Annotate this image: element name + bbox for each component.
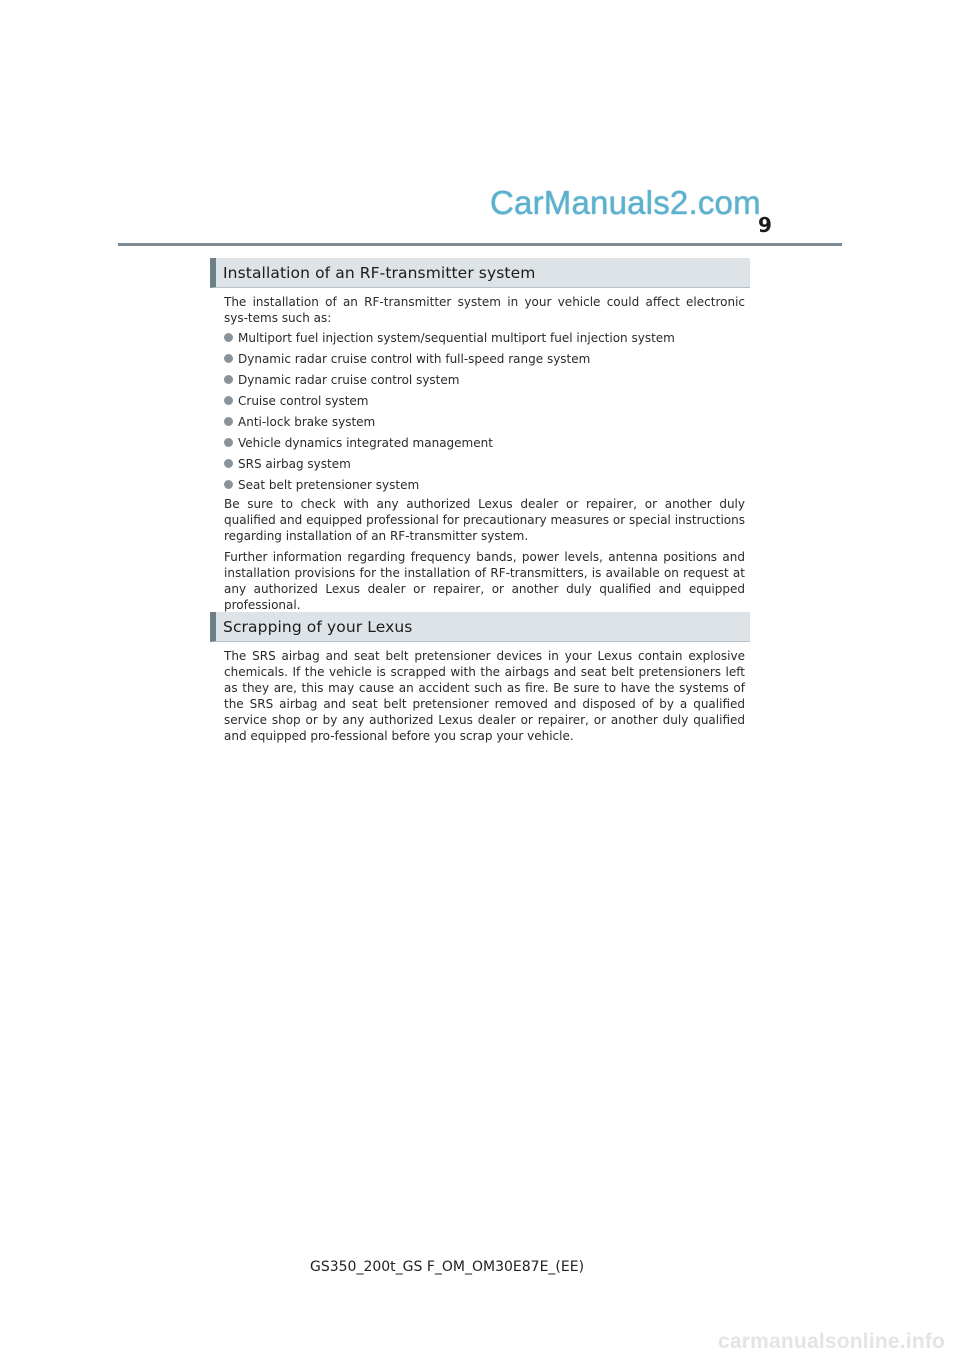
bullet-icon [224,480,233,489]
list-item: Multiport fuel injection system/sequential multiport fuel injection system [224,327,750,348]
bullet-icon [224,417,233,426]
intro-paragraph: The installation of an RF-transmitter system in your vehicle could affect electronic sys-tems such as: [224,295,745,325]
further-info-paragraph: Further information regarding frequency bands, power levels, antenna positions and installation provisions for the installation of RF-transmitters, is available on request at any authorized Lexus dealer or repairer, or another duly qualified and equipped professional. [224,550,745,612]
affected-systems-list [210,327,750,495]
section-scrapping [210,612,750,744]
list-item: Dynamic radar cruise control with full-speed range system [224,348,750,369]
bullet-icon [224,396,233,405]
section-header [210,258,750,288]
section-title: Scrapping of your Lexus [223,617,413,636]
watermark-logo-top: CarManuals2.com [490,184,761,221]
footer-document-code: GS350_200t_GS F_OM_OM30E87E_(EE) [310,1259,585,1275]
watermark-logo-bottom: carmanualsonline.info [718,1330,946,1353]
section-title: Installation of an RF-transmitter system [223,263,536,282]
bullet-icon [224,459,233,468]
section-rf-transmitter [210,258,750,613]
list-item: Dynamic radar cruise control system [224,369,750,390]
bullet-icon [224,438,233,447]
scrapping-paragraph: The SRS airbag and seat belt pretensioner devices in your Lexus contain explosive chemicals. If the vehicle is scrapped with the airbags and seat belt pretensioners left as they are, this may cause an accident such as fire. Be sure to have the systems of the SRS airbag and seat belt pretensioner removed and disposed of by a qualified service shop or by any authorized Lexus dealer or repairer, or another duly qualified and equipped pro-fessional before you scrap your vehicle. [224,649,745,743]
page-number: 9 [758,213,772,237]
list-item: Seat belt pretensioner system [224,474,750,495]
bullet-icon [224,354,233,363]
list-item: SRS airbag system [224,453,750,474]
list-item: Vehicle dynamics integrated management [224,432,750,453]
dealer-check-paragraph: Be sure to check with any authorized Lexus dealer or repairer, or another duly qualified and equipped professional for precautionary measures or special instructions regarding installation of an RF-transmitter system. [224,497,745,543]
list-item: Cruise control system [224,390,750,411]
section-header [210,612,750,642]
header-divider [118,243,842,246]
bullet-icon [224,333,233,342]
list-item: Anti-lock brake system [224,411,750,432]
bullet-icon [224,375,233,384]
